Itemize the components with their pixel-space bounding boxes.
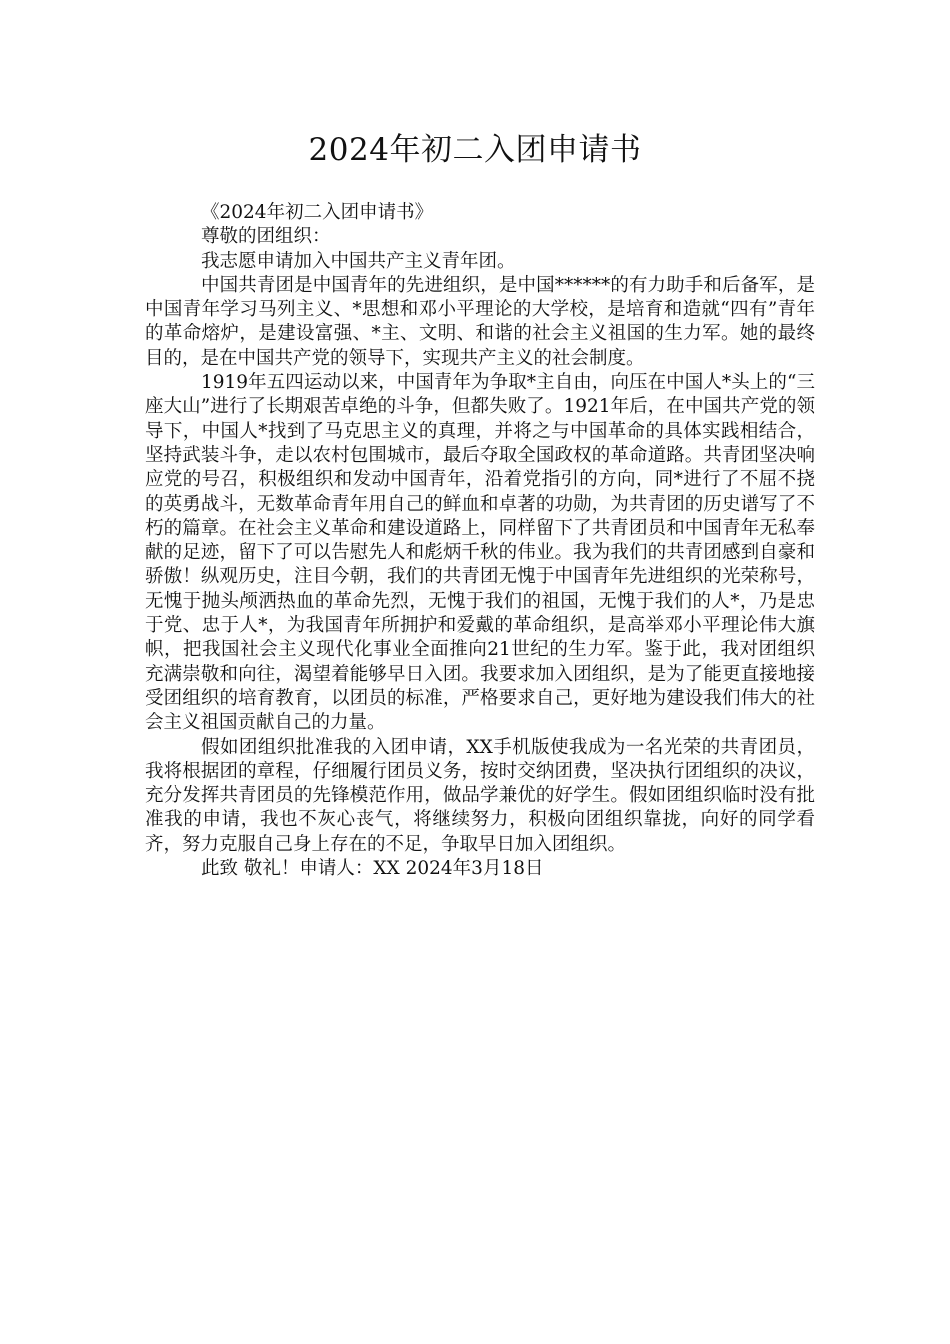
paragraph-salutation: 尊敬的团组织：	[201, 226, 331, 248]
document-title: 2024年初二入团申请书	[308, 132, 642, 168]
paragraph-history: 1919年五四运动以来，中国青年为争取*主自由，向压在中国人*头上的“三座大山”进行了长期艰苦卓绝的斗争，但都失败了。1921年后，在中国共产党的领导下，中国人*找到了马克思主义的真理，并将之与中国革命的具体实践相结合，坚持武装斗争，走以农村包围城市，最后夺取全国政权的革命道路。共青团坚决响应党的号召，积极组织和发动中国青年，沿着党指引的方向，同*进行了不屈不挠的英勇战斗，无数革命青年用自己的鲜血和卓著的功勋，为共青团的历史谱写了不朽的篇章。在社会主义革命和建设道路上，同样留下了共青团员和中国青年无私奉献的足迹，留下了可以告慰先人和彪炳千秋的伟业。我为我们的共青团感到自豪和骄傲！纵观历史，注目今朝，我们的共青团无愧于中国青年先进组织的光荣称号，无愧于抛头颅洒热血的革命先烈，无愧于我们的祖国，无愧于我们的人*，乃是忠于党、忠于人*，为我国青年所拥护和爱戴的革命组织，是高举邓小平理论伟大旗帜，把我国社会主义现代化事业全面推向21世纪的生力军。鉴于此，我对团组织充满崇敬和向往，渴望着能够早日入团。我要求加入团组织，是为了能更直接地接受团组织的培育教育，以团员的标准，严格要求自己，更好地为建设我们伟大的社会主义祖国贡献自己的力量。	[145, 372, 815, 734]
paragraph-closing: 此致 敬礼！申请人：XX 2024年3月18日	[201, 858, 544, 880]
paragraph-application: 我志愿申请加入中国共产主义青年团。	[201, 250, 516, 272]
document-body	[145, 201, 815, 881]
paragraph-commitment: 假如团组织批准我的入团申请，XX手机版使我成为一名光荣的共青团员，我将根据团的章程，仔细履行团员义务，按时交纳团费，坚决执行团组织的决议，充分发挥共青团员的先锋模范作用，做品学兼优的好学生。假如团组织临时没有批准我的申请，我也不灰心丧气，将继续努力，积极向团组织靠拢，向好的同学看齐，努力克服自己身上存在的不足，争取早日加入团组织。	[145, 736, 815, 855]
paragraph-about-league: 中国共青团是中国青年的先进组织，是中国******的有力助手和后备军，是中国青年学习马列主义、*思想和邓小平理论的大学校，是培育和造就“四有”青年的革命熔炉，是建设富强、*主、文明、和谐的社会主义祖国的生力军。她的最终目的，是在中国共产党的领导下，实现共产主义的社会制度。	[145, 274, 815, 369]
paragraph-book-title: 《2024年初二入团申请书》	[201, 202, 434, 223]
